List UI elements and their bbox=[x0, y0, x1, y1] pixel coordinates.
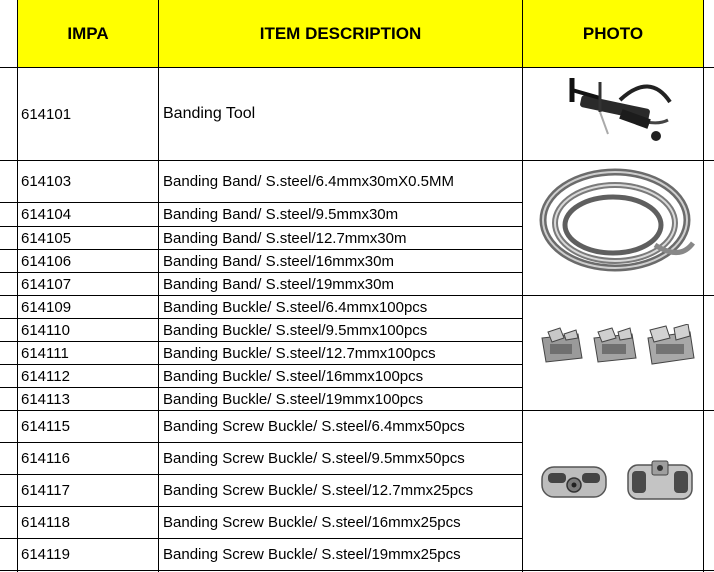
description-cell: Banding Screw Buckle/ S.steel/12.7mmx25pcs bbox=[163, 482, 474, 499]
banding-band-coil-photo bbox=[535, 165, 695, 275]
screw-buckle-photo bbox=[538, 455, 698, 511]
description-cell: Banding Screw Buckle/ S.steel/19mmx25pcs bbox=[163, 546, 461, 563]
impa-cell: 614117 bbox=[21, 482, 70, 499]
impa-cell: 614109 bbox=[21, 298, 72, 316]
impa-cell: 614106 bbox=[21, 252, 72, 270]
banding-buckle-photo bbox=[538, 324, 698, 372]
header-photo: PHOTO bbox=[523, 0, 703, 67]
impa-cell: 614103 bbox=[21, 173, 72, 190]
impa-cell: 614115 bbox=[21, 418, 70, 435]
impa-cell: 614113 bbox=[21, 390, 70, 408]
description-cell: Banding Buckle/ S.steel/19mmx100pcs bbox=[163, 390, 424, 408]
description-cell: Banding Buckle/ S.steel/6.4mmx100pcs bbox=[163, 298, 428, 316]
impa-cell: 614118 bbox=[21, 514, 70, 531]
description-cell: Banding Buckle/ S.steel/9.5mmx100pcs bbox=[163, 321, 428, 339]
description-cell: Banding Screw Buckle/ S.steel/16mmx25pcs bbox=[163, 514, 461, 531]
impa-cell: 614101 bbox=[21, 105, 72, 123]
description-cell: Banding Band/ S.steel/9.5mmx30m bbox=[163, 206, 399, 223]
description-cell: Banding Band/ S.steel/16mmx30m bbox=[163, 252, 394, 270]
impa-cell: 614111 bbox=[21, 344, 69, 362]
grid-line bbox=[0, 67, 714, 68]
header-impa: IMPA bbox=[18, 0, 158, 67]
impa-cell: 614119 bbox=[21, 546, 70, 563]
grid-line bbox=[17, 0, 18, 572]
banding-tool-photo bbox=[560, 72, 680, 152]
grid-line bbox=[522, 0, 523, 572]
description-cell: Banding Tool bbox=[163, 105, 256, 122]
grid-line bbox=[0, 570, 714, 571]
description-cell: Banding Band/ S.steel/6.4mmx30mX0.5MM bbox=[163, 173, 454, 190]
impa-cell: 614112 bbox=[21, 367, 70, 385]
impa-cell: 614104 bbox=[21, 206, 72, 223]
description-cell: Banding Buckle/ S.steel/16mmx100pcs bbox=[163, 367, 424, 385]
description-cell: Banding Band/ S.steel/19mmx30m bbox=[163, 275, 394, 293]
grid-line bbox=[158, 0, 159, 572]
impa-cell: 614116 bbox=[21, 450, 70, 467]
grid-line bbox=[703, 0, 704, 572]
description-cell: Banding Band/ S.steel/12.7mmx30m bbox=[163, 229, 407, 247]
description-cell: Banding Screw Buckle/ S.steel/9.5mmx50pcs bbox=[163, 450, 465, 467]
description-cell: Banding Screw Buckle/ S.steel/6.4mmx50pcs bbox=[163, 418, 465, 435]
impa-cell: 614107 bbox=[21, 275, 72, 293]
impa-cell: 614105 bbox=[21, 229, 72, 247]
description-cell: Banding Buckle/ S.steel/12.7mmx100pcs bbox=[163, 344, 436, 362]
impa-cell: 614110 bbox=[21, 321, 70, 339]
header-item-description: ITEM DESCRIPTION bbox=[159, 0, 522, 67]
